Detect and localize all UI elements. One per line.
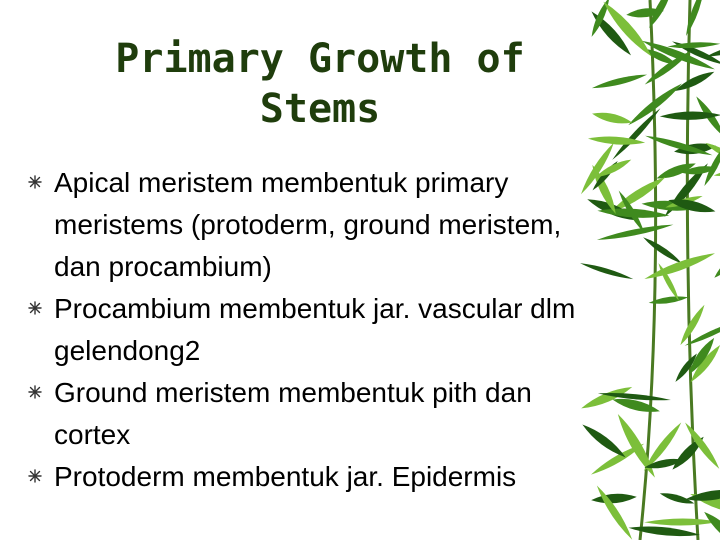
bamboo-leaf bbox=[594, 483, 636, 540]
bullet-item bbox=[28, 456, 608, 498]
bamboo-leaf bbox=[579, 261, 634, 282]
bamboo-leaves-image bbox=[570, 0, 720, 540]
bullet-list bbox=[28, 162, 608, 498]
slide-title bbox=[60, 34, 580, 134]
asterisk-bullet-icon bbox=[28, 385, 42, 399]
title-line-1: Primary Growth of bbox=[115, 36, 525, 82]
bamboo-leaf bbox=[644, 518, 719, 526]
bamboo-leaf bbox=[591, 72, 648, 92]
bullet-item bbox=[28, 162, 608, 288]
bullet-text: Ground meristem membentuk pith dan cortex bbox=[54, 377, 532, 450]
bullet-item bbox=[28, 288, 608, 372]
bamboo-leaf bbox=[677, 303, 707, 347]
bamboo-leaf bbox=[673, 68, 716, 94]
title-line-2: Stems bbox=[259, 86, 381, 132]
bullet-text: Procambium membentuk jar. vascular dlm gelendong2 bbox=[54, 293, 576, 366]
asterisk-bullet-icon bbox=[28, 175, 42, 189]
bullet-text: Apical meristem membentuk primary meristems (protoderm, ground meristem, dan procambium) bbox=[54, 167, 562, 282]
bamboo-leaf bbox=[580, 421, 628, 461]
bamboo-leaf bbox=[591, 109, 633, 126]
bamboo-leaf bbox=[641, 235, 683, 266]
bamboo-leaf bbox=[591, 492, 637, 505]
asterisk-bullet-icon bbox=[28, 469, 42, 483]
asterisk-bullet-icon bbox=[28, 301, 42, 315]
bullet-item bbox=[28, 372, 608, 456]
bamboo-leaf bbox=[614, 412, 660, 481]
bamboo-leaf bbox=[683, 0, 707, 37]
bamboo-leaf bbox=[596, 222, 674, 243]
bullet-text: Protoderm membentuk jar. Epidermis bbox=[54, 461, 517, 492]
bamboo-leaf bbox=[682, 420, 720, 471]
